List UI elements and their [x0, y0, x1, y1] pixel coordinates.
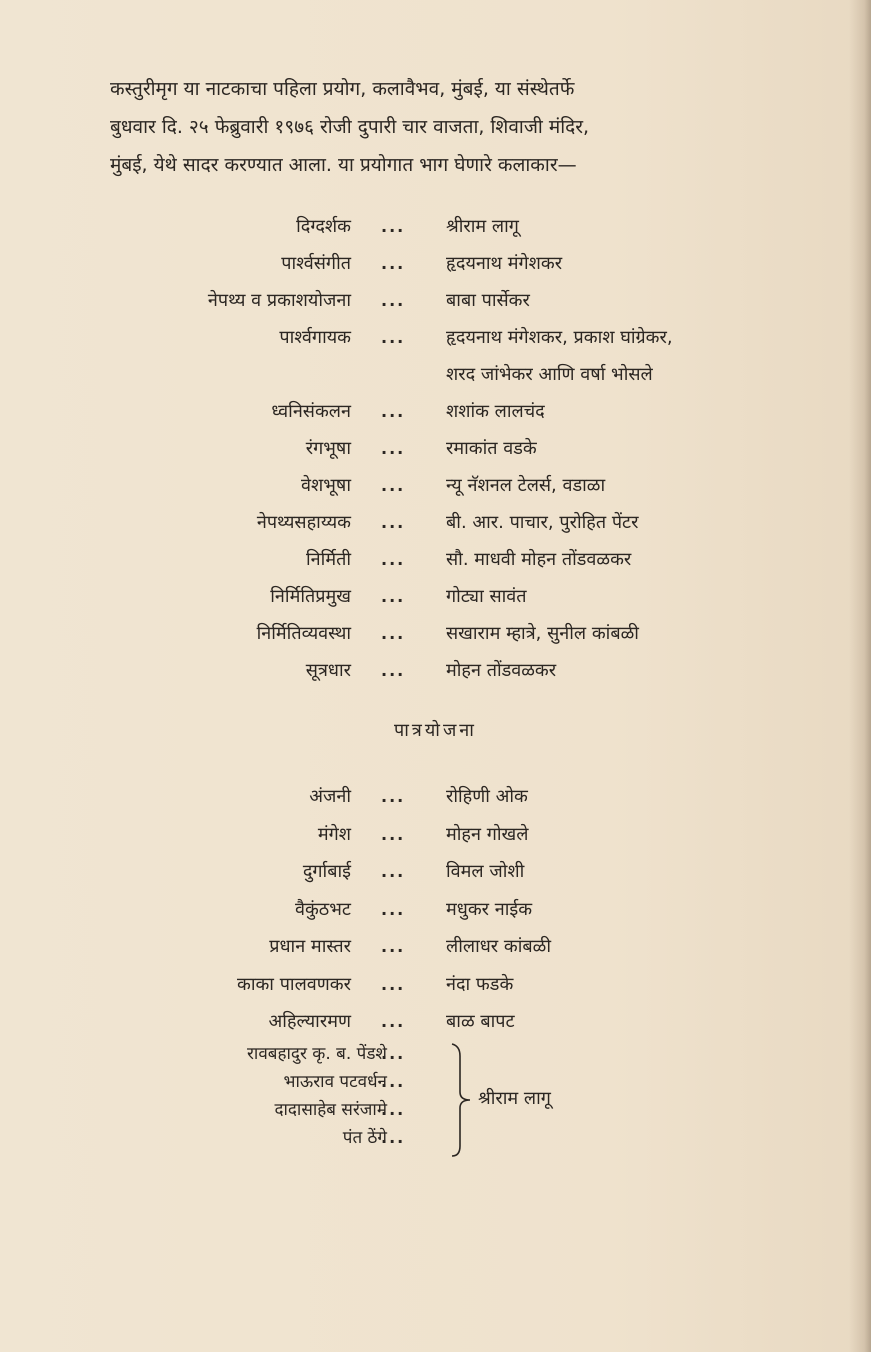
cast-person: रोहिणी ओक: [446, 786, 528, 807]
cast-row: [0, 966, 871, 1004]
credit-role: नेपथ्य व प्रकाशयोजना: [207, 290, 351, 311]
credit-person: गोट्या सावंत: [446, 586, 527, 607]
cast-role: काका पालवणकर: [237, 973, 351, 995]
intro-line: मुंबई, येथे सादर करण्यात आला. या प्रयोगात भाग घेणारे कलाकार—: [110, 154, 577, 176]
cast-person: मधुकर नाईक: [446, 898, 533, 920]
credit-role: ध्वनिसंकलन: [271, 401, 351, 422]
credit-row: [0, 615, 871, 652]
leader-dots: ...: [381, 937, 406, 956]
cast-list: [0, 778, 871, 1041]
credit-role: दिग्दर्शक: [296, 216, 351, 237]
group-person: श्रीराम लागू: [478, 1088, 551, 1109]
leader-dots: ...: [381, 1012, 406, 1031]
cast-row: [0, 1003, 871, 1041]
credit-row: [0, 208, 871, 245]
grouped-roles: [0, 1040, 871, 1160]
leader-dots: ...: [381, 254, 406, 273]
leader-dots: ...: [381, 328, 406, 347]
leader-dots: ...: [381, 624, 406, 643]
intro-line: बुधवार दि. २५ फेब्रुवारी १९७६ रोजी दुपारी चार वाजता, शिवाजी मंदिर,: [110, 116, 590, 138]
credit-row: [0, 578, 871, 615]
leader-dots: ...: [381, 974, 406, 994]
cast-row: [0, 853, 871, 891]
credit-row: [0, 393, 871, 430]
intro-line: कस्तुरीमृग या नाटकाचा पहिला प्रयोग, कलावैभव, मुंबई, या संस्थेतर्फे: [110, 78, 575, 100]
credit-person: हृदयनाथ मंगेशकर, प्रकाश घांग्रेकर,: [446, 327, 673, 348]
leader-dots: ...: [381, 513, 406, 532]
credit-row: [0, 652, 871, 689]
leader-dots: ...: [381, 1072, 406, 1091]
credit-row: [0, 319, 871, 356]
credit-person: सखाराम म्हात्रे, सुनील कांबळी: [446, 623, 639, 644]
credit-role: पार्श्वसंगीत: [281, 253, 351, 274]
credit-role: रंगभूषा: [305, 438, 351, 459]
leader-dots: ...: [381, 862, 406, 881]
credit-person: हृदयनाथ मंगेशकर: [446, 253, 563, 274]
credit-row: [0, 467, 871, 504]
cast-person: नंदा फडके: [446, 973, 514, 995]
leader-dots: ...: [381, 476, 406, 495]
intro-paragraph: [110, 70, 750, 184]
cast-person: मोहन गोखले: [446, 823, 529, 845]
cast-row: [0, 891, 871, 929]
credit-person: श्रीराम लागू: [446, 216, 519, 237]
cast-role: दादासाहेब सरंजामे: [274, 1100, 387, 1120]
leader-dots: ...: [381, 1044, 406, 1063]
cast-role: प्रधान मास्तर: [269, 936, 351, 957]
curly-brace-icon: [448, 1042, 474, 1158]
group-row: [0, 1040, 871, 1068]
cast-role: भाऊराव पटवर्धन: [283, 1072, 387, 1092]
credit-role: वेशभूषा: [301, 475, 351, 496]
cast-row: [0, 778, 871, 816]
leader-dots: ...: [381, 824, 406, 844]
credit-row: [0, 430, 871, 467]
leader-dots: ...: [381, 1128, 406, 1147]
credit-person: शरद जांभेकर आणि वर्षा भोसले: [446, 364, 653, 385]
leader-dots: ...: [381, 587, 406, 606]
cast-row: [0, 928, 871, 966]
credit-person: बी. आर. पाचार, पुरोहित पेंटर: [446, 512, 639, 533]
leader-dots: ...: [381, 787, 406, 806]
credit-row: [0, 245, 871, 282]
cast-person: लीलाधर कांबळी: [446, 936, 551, 957]
credit-role: पार्श्वगायक: [279, 327, 351, 348]
cast-role: अंजनी: [309, 786, 351, 807]
credit-row: [0, 541, 871, 578]
cast-role: रावबहादुर कृ. ब. पेंडशे: [246, 1044, 387, 1064]
credit-row-continuation: [0, 356, 871, 393]
credit-role: सूत्रधार: [305, 660, 351, 681]
cast-person: बाळ बापट: [446, 1011, 515, 1032]
leader-dots: ...: [381, 217, 406, 236]
cast-row: [0, 816, 871, 854]
leader-dots: ...: [381, 899, 406, 919]
credit-person: शशांक लालचंद: [446, 401, 545, 422]
credit-role: नेपथ्यसहाय्यक: [256, 512, 351, 533]
cast-role: पंत ठेंगे: [342, 1128, 387, 1148]
credits-list: [0, 208, 871, 689]
credit-role: निर्मितिव्यवस्था: [256, 623, 351, 644]
credit-row: [0, 504, 871, 541]
leader-dots: ...: [381, 661, 406, 680]
leader-dots: ...: [381, 402, 406, 421]
credit-person: न्यू नॅशनल टेलर्स, वडाळा: [446, 475, 606, 496]
cast-heading: पात्रयोजना: [394, 720, 477, 741]
leader-dots: ...: [381, 550, 406, 569]
credit-person: रमाकांत वडके: [446, 438, 537, 459]
cast-role: वैकुंठभट: [294, 898, 351, 920]
credit-person: सौ. माधवी मोहन तोंडवळकर: [446, 549, 632, 570]
credit-role: निर्मितिप्रमुख: [270, 586, 351, 607]
cast-role: दुर्गाबाई: [302, 861, 351, 882]
leader-dots: ...: [381, 1100, 406, 1119]
credit-role: निर्मिती: [306, 549, 351, 570]
cast-role: अहिल्यारमण: [268, 1011, 351, 1032]
group-row: [0, 1068, 871, 1096]
cast-person: विमल जोशी: [446, 861, 525, 882]
credit-row: [0, 282, 871, 319]
leader-dots: ...: [381, 291, 406, 310]
leader-dots: ...: [381, 439, 406, 458]
credit-person: बाबा पार्सेकर: [446, 290, 530, 311]
group-row: [0, 1096, 871, 1124]
group-row: [0, 1124, 871, 1152]
cast-role: मंगेश: [317, 823, 351, 845]
credit-person: मोहन तोंडवळकर: [446, 660, 557, 681]
